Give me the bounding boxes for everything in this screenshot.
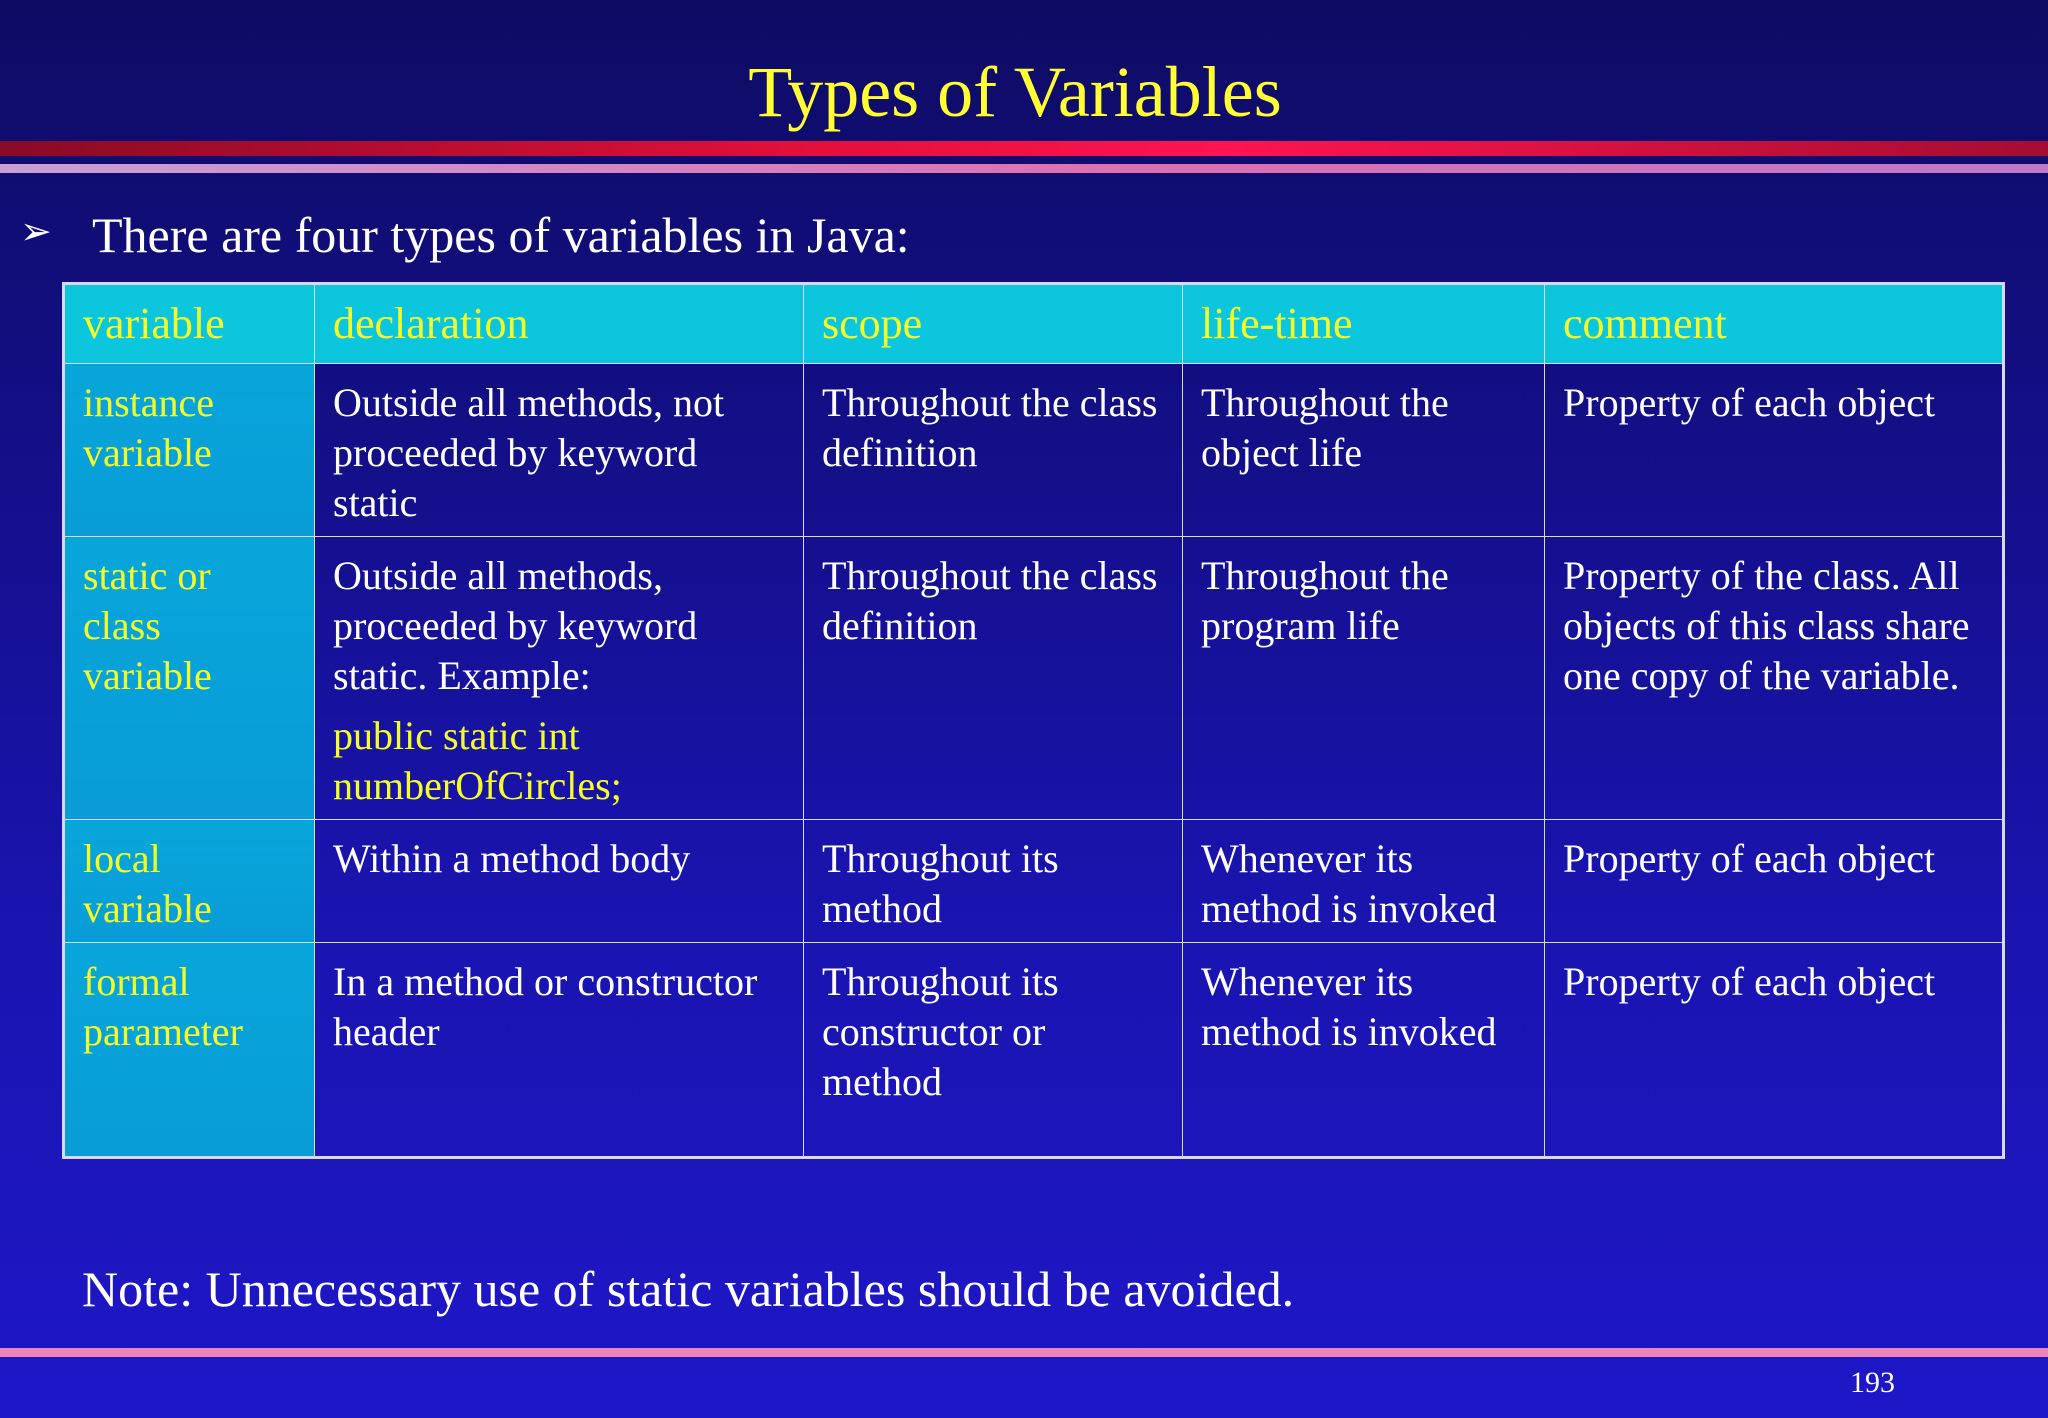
table-row: [64, 943, 2004, 1158]
slide-title: Types of Variables: [748, 52, 1282, 132]
declaration-text: In a method or constructor header: [333, 959, 758, 1054]
arrowhead-bullet-icon: ➢: [20, 209, 52, 253]
row-comment: Property of each object: [1545, 943, 2004, 1158]
table-row: [64, 537, 2004, 820]
declaration-text: Outside all methods, not proceeded by keyword static: [333, 380, 725, 525]
row-scope: Throughout its method: [804, 820, 1183, 943]
row-scope: Throughout its constructor or method: [804, 943, 1183, 1158]
intro-text: There are four types of variables in Java:: [92, 207, 910, 263]
header-comment: comment: [1545, 284, 2004, 364]
header-scope: scope: [804, 284, 1183, 364]
header-variable: variable: [64, 284, 315, 364]
row-variable-name: formal parameter: [64, 943, 315, 1158]
header-declaration: declaration: [315, 284, 804, 364]
header-life-time: life-time: [1183, 284, 1545, 364]
row-scope: Throughout the class definition: [804, 364, 1183, 537]
table-header-row: [64, 284, 2004, 364]
row-scope: Throughout the class definition: [804, 537, 1183, 820]
declaration-code-example: public static int numberOfCircles;: [333, 713, 622, 808]
row-declaration: [315, 537, 804, 820]
row-variable-name: static or class variable: [64, 537, 315, 820]
row-lifetime: Throughout the object life: [1183, 364, 1545, 537]
row-comment: Property of each object: [1545, 820, 2004, 943]
declaration-text: Within a method body: [333, 836, 691, 881]
row-variable-name: local variable: [64, 820, 315, 943]
row-declaration: [315, 820, 804, 943]
row-comment: Property of each object: [1545, 364, 2004, 537]
declaration-text: Outside all methods, proceeded by keyword static. Example:: [333, 553, 698, 698]
footer-divider: [0, 1348, 2048, 1357]
title-divider-red: [0, 141, 2048, 156]
row-lifetime: Throughout the program life: [1183, 537, 1545, 820]
page-number: 193: [1850, 1366, 1895, 1399]
row-lifetime: Whenever its method is invoked: [1183, 943, 1545, 1158]
row-comment: Property of the class. All objects of this class share one copy of the variable.: [1545, 537, 2004, 820]
row-declaration: [315, 943, 804, 1158]
intro-bullet: [0, 205, 1200, 265]
row-declaration: [315, 364, 804, 537]
title-divider-pink: [0, 164, 2048, 173]
row-lifetime: Whenever its method is invoked: [1183, 820, 1545, 943]
slide-note: Note: Unnecessary use of static variables should be avoided.: [82, 1261, 1295, 1317]
table-row: [64, 820, 2004, 943]
row-variable-name: instance variable: [64, 364, 315, 537]
table-row: [64, 364, 2004, 537]
variables-table: [62, 282, 2005, 1159]
